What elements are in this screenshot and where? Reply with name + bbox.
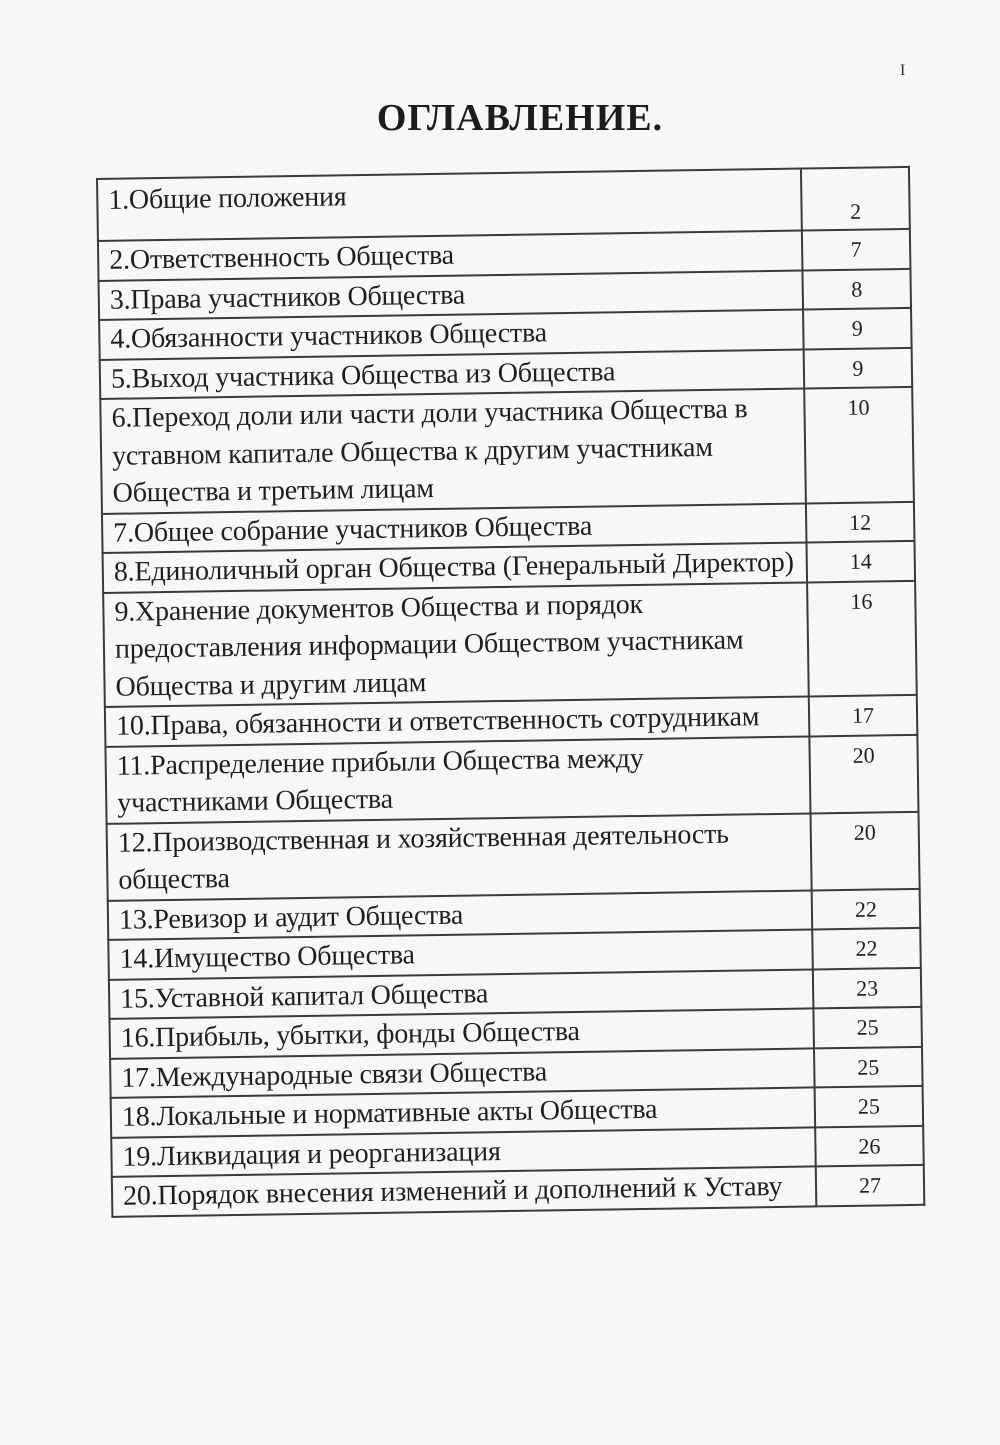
toc-section-title: 9.Хранение документов Общества и порядок предоставления информации Обществом участникам Общества и другим лицам [103,582,809,707]
toc-section-title: 17.Международные связи Общества [110,1048,815,1098]
toc-page-number: 9 [803,308,912,349]
toc-page-number: 9 [804,347,913,388]
toc-page-number: 2 [801,167,910,231]
table-of-contents [96,166,925,1217]
toc-page-number: 10 [804,387,914,503]
page-title: ОГЛАВЛЕНИЕ. [376,97,664,139]
toc-section-title: 19.Ликвидация и реорганизация [111,1127,816,1177]
toc-section-title: 12.Производственная и хозяйственная деятельность общества [107,813,812,900]
toc-row [105,734,918,823]
toc-page-number: 25 [813,1007,922,1048]
toc-section-title: 15.Уставной капитал Общества [109,969,814,1019]
toc-page-number: 17 [809,695,918,736]
toc-section-title: 1.Общие положения [97,169,802,241]
toc-row [100,387,914,514]
toc-section-title: 11.Распределение прибыли Общества между участниками Общества [105,736,810,823]
toc-page-number: 25 [815,1086,924,1127]
toc-page-number: 7 [802,229,911,270]
toc-section-title: 20.Порядок внесения изменений и дополнений к Уставу [112,1166,817,1216]
toc-page-number: 12 [806,501,915,542]
toc-section-title: 16.Прибыль, убытки, фонды Общества [109,1008,814,1058]
toc-section-title: 2.Ответственность Общества [98,231,803,281]
toc-page-number: 8 [802,268,911,309]
toc-page-number: 20 [809,734,918,813]
toc-page-number: 26 [815,1125,924,1166]
toc-page-number: 22 [812,928,921,969]
toc-section-title: 7.Общее собрание участников Общества [102,503,807,553]
toc-section-title: 8.Единоличный орган Общества (Генеральный Директор) [103,543,808,593]
toc-section-title: 3.Права участников Общества [99,270,804,320]
toc-section-title: 13.Ревизор и аудит Общества [108,890,813,940]
toc-page-number: 25 [814,1046,923,1087]
toc-row [107,811,920,900]
toc-section-title: 4.Обязанности участников Общества [99,310,804,360]
toc-section-title: 14.Имущество Общества [108,929,813,979]
toc-section-title: 18.Локальные и нормативные акты Общества [111,1087,816,1137]
toc-page-number: 16 [807,580,917,696]
toc-section-title: 5.Выход участника Общества из Общества [100,349,805,399]
toc-row [103,580,917,707]
toc-page-number: 23 [813,967,922,1008]
toc-page-number: 20 [810,811,919,890]
page-number-mark: I [900,62,906,79]
toc-page-number: 22 [812,888,921,929]
toc-section-title: 10.Права, обязанности и ответственность сотрудникам [105,696,810,746]
toc-page-number: 27 [816,1165,925,1206]
toc-section-title: 6.Переход доли или части доли участника Общества в уставном капитале Общества к другим участникам Общества и третьим лицам [100,389,806,514]
toc-page-number: 14 [806,541,915,582]
